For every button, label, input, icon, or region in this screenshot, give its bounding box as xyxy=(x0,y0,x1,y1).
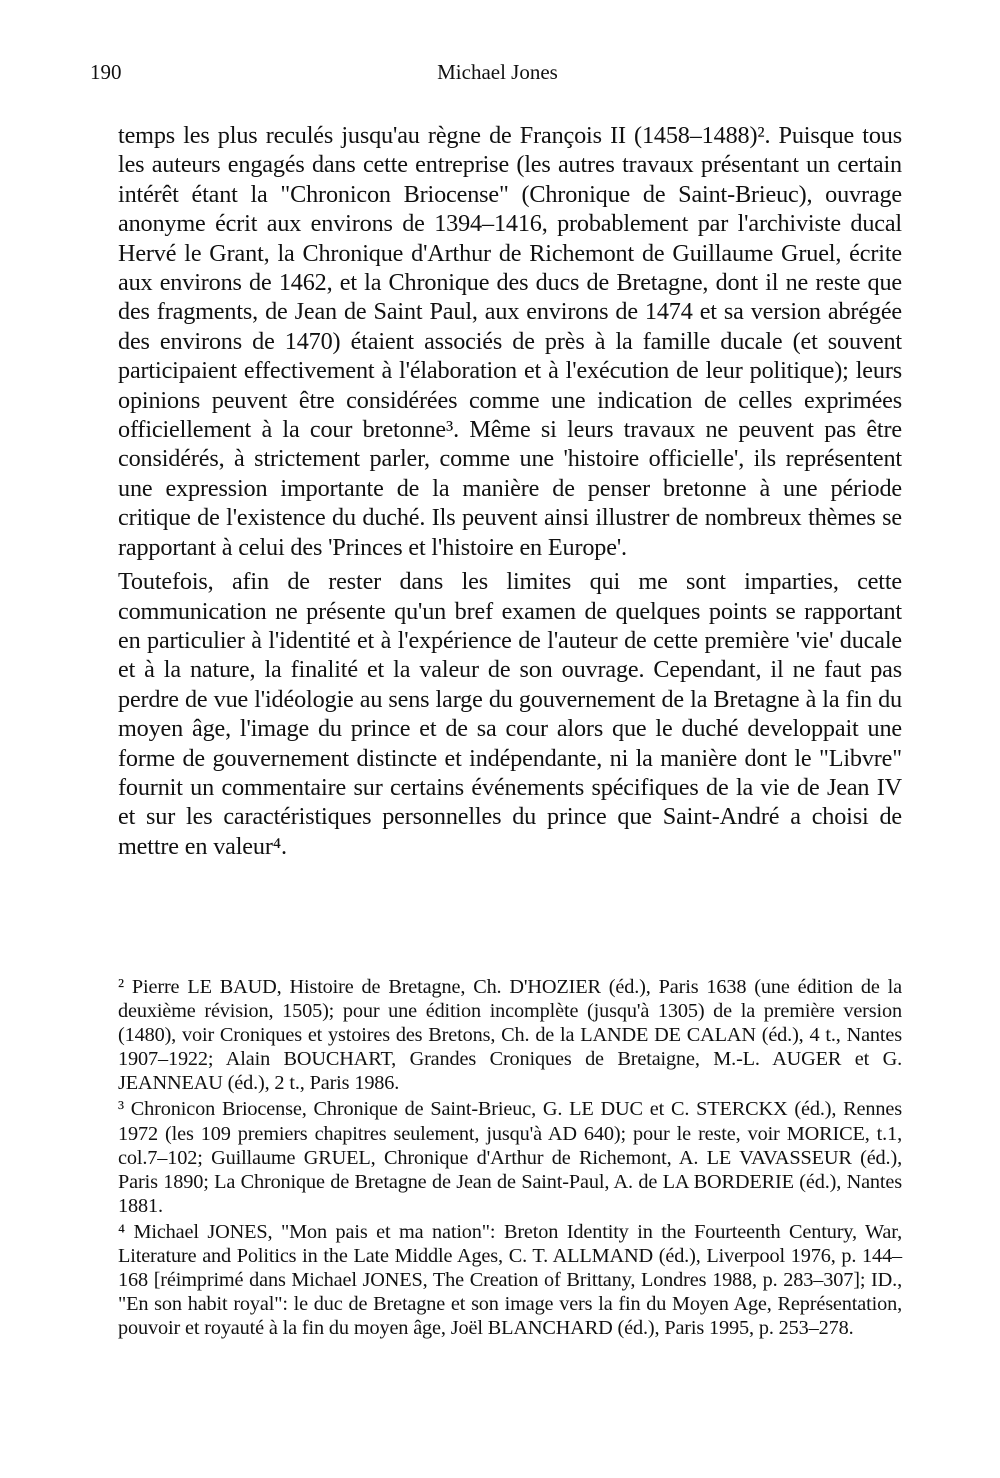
footnote-3: ³ Chronicon Briocense, Chronique de Saint-Brieuc, G. LE DUC et C. STERCKX (éd.), Rennes 1972 (les 109 premiers chapitres seulement, jusqu'à AD 640); pour le reste, voir MORICE, t.1, col.7–102; Guillaume GRUEL, Chronique d'Arthur de Richemont, A. LE VAVASSEUR (éd.), Paris 1890; La Chronique de Bretagne de Jean de Saint-Paul, A. de LA BORDERIE (éd.), Nantes 1881. xyxy=(118,1098,902,1217)
body-paragraph-1: temps les plus reculés jusqu'au règne de François II (1458–1488)². Puisque tous les auteurs engagés dans cette entreprise (les autres travaux présentant un certain intérêt étant la "Chronicon Briocense" (Chronique de Saint-Brieuc), ouvrage anonyme écrit aux environs de 1394–1416, probablement par l'archiviste ducal Hervé le Grant, la Chronique d'Arthur de Richemont de Guillaume Gruel, écrite aux environs de 1462, et la Chronique des ducs de Bretagne, dont il ne reste que des fragments, de Jean de Saint Paul, aux environs de 1474 et sa version abrégée des environs de 1470) étaient associés de près à la famille ducale (et souvent participaient effectivement à l'élaboration et à l'exécution de leur politique); leurs opinions peuvent être considérées comme une indication de celles exprimées officiellement à la cour bretonne³. Même si leurs travaux ne peuvent pas être considérés, à strictement parler, comme une 'histoire officielle', ils représentent une expression importante de la manière de penser bretonne à une période critique de l'existence du duché. Ils peuvent ainsi illustrer de nombreux thèmes se rapportant à celui des 'Princes et l'histoire en Europe'. xyxy=(118,122,902,561)
footnote-4: ⁴ Michael JONES, "Mon pais et ma nation": Breton Identity in the Fourteenth Century, War, Literature and Politics in the Late Middle Ages, C. T. ALLMAND (éd.), Liverpool 1976, p. 144–168 [réimprimé dans Michael JONES, The Creation of Brittany, Londres 1988, p. 283–307]; ID., "En son habit royal": le duc de Bretagne et son image vers la fin du Moyen Age, Représentation, pouvoir et royauté à la fin du moyen âge, Joël BLANCHARD (éd.), Paris 1995, p. 253–278. xyxy=(118,1220,902,1340)
running-head xyxy=(90,60,905,90)
body-paragraph-2: Toutefois, afin de rester dans les limites qui me sont imparties, cette communication ne présente qu'un bref examen de quelques points se rapportant en particulier à l'identité et à l'expérience de l'auteur de cette première 'vie' ducale et à la nature, la finalité et la valeur de son ouvrage. Cependant, il ne faut pas perdre de vue l'idéologie au sens large du gouvernement de la Bretagne à la fin du moyen âge, l'image du prince et de sa cour alors que le duché developpait une forme de gouvernement distincte et indépendante, ni la manière dont le "Libvre" fournit un commentaire sur certains événements spécifiques de la vie de Jean IV et sur les caractéristiques personnelles du prince que Saint-André a choisi de mettre en valeur⁴. xyxy=(118,568,902,860)
main-text xyxy=(118,121,902,861)
footnote-2: ² Pierre LE BAUD, Histoire de Bretagne, Ch. D'HOZIER (éd.), Paris 1638 (une édition de la deuxième révision, 1505); pour une édition incomplète (jusqu'à 1305) de la première version (1480), voir Croniques et ystoires des Bretons, Ch. de la LANDE DE CALAN (éd.), 4 t., Nantes 1907–1922; Alain BOUCHART, Grandes Croniques de Bretaigne, M.-L. AUGER et G. JEANNEAU (éd.), 2 t., Paris 1986. xyxy=(118,976,902,1095)
running-title: Michael Jones xyxy=(437,60,558,84)
footnotes xyxy=(118,975,902,1340)
page-number: 190 xyxy=(90,60,122,84)
